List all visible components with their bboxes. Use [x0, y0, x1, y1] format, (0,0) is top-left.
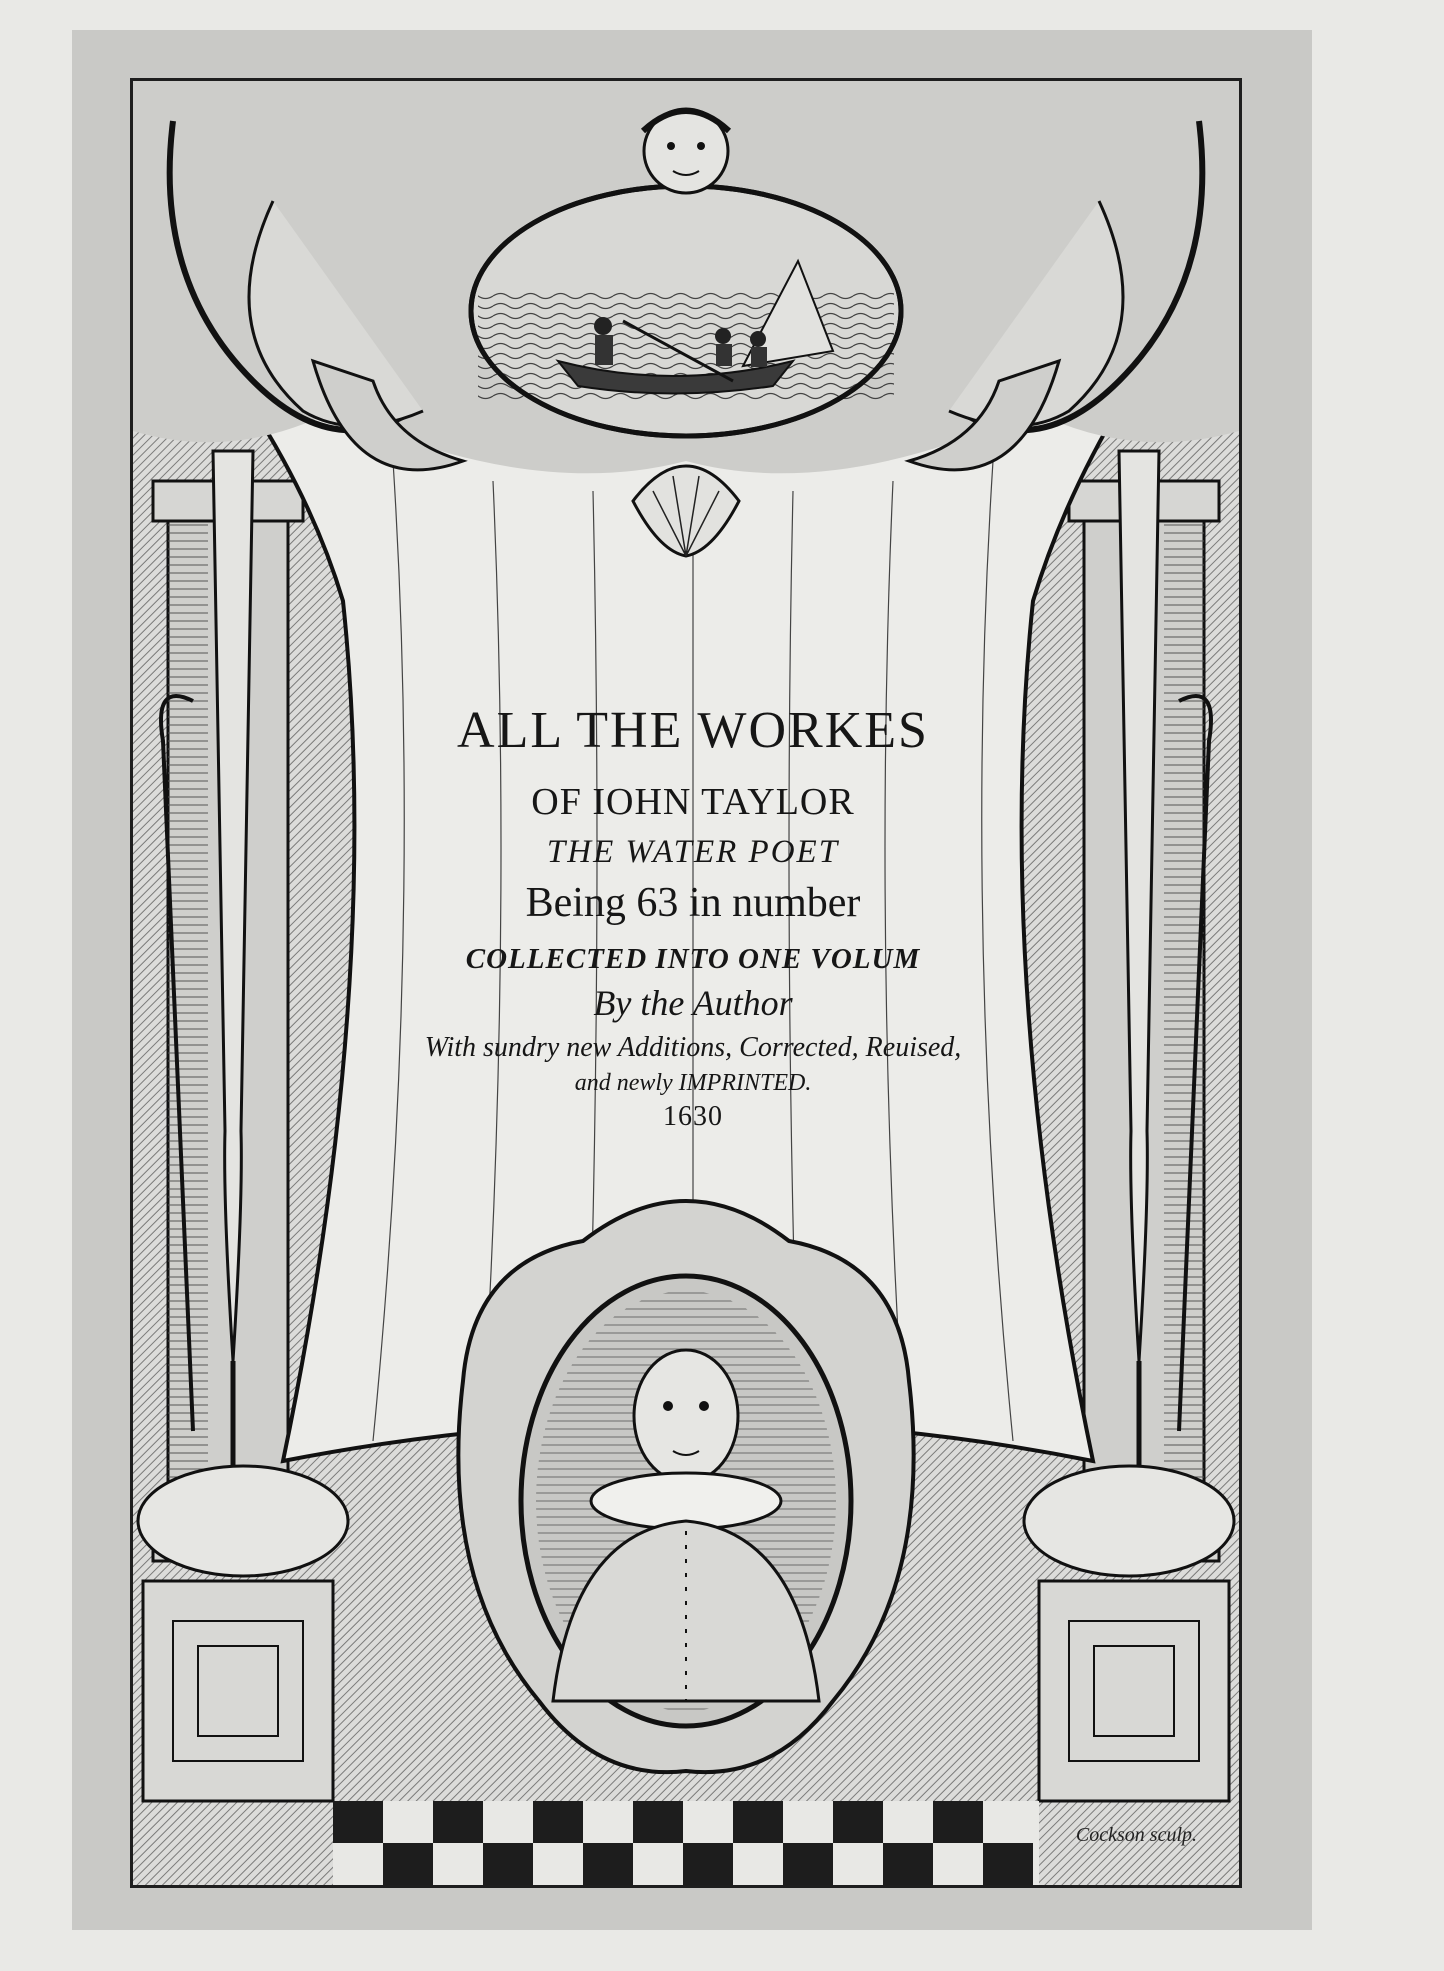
title-inscription — [393, 701, 993, 1133]
checkered-floor — [333, 1801, 1039, 1885]
engraved-title-page — [130, 78, 1242, 1888]
boat-scene-medallion — [471, 186, 901, 436]
title-line-count: Being 63 in number — [525, 880, 861, 926]
title-line-main: ALL THE WORKES — [457, 702, 929, 759]
cherub-head — [643, 109, 729, 193]
right-cushion — [1024, 1466, 1234, 1576]
left-pedestal — [143, 1581, 333, 1801]
title-line-by-author: By the Author — [593, 983, 793, 1023]
title-line-collected: COLLECTED INTO ONE VOLUM — [465, 943, 921, 975]
title-line-additions: With sundry new Additions, Corrected, Reuised, — [424, 1032, 962, 1063]
engraver-signature: Cockson sculp. — [1075, 1824, 1197, 1846]
title-year: 1630 — [663, 1101, 723, 1132]
left-cushion — [138, 1466, 348, 1576]
title-line-epithet: THE WATER POET — [546, 834, 840, 870]
author-portrait — [536, 1291, 836, 1711]
title-line-author: OF IOHN TAYLOR — [531, 781, 855, 823]
right-pedestal — [1039, 1581, 1229, 1801]
title-line-imprinted: and newly IMPRINTED. — [574, 1070, 812, 1096]
